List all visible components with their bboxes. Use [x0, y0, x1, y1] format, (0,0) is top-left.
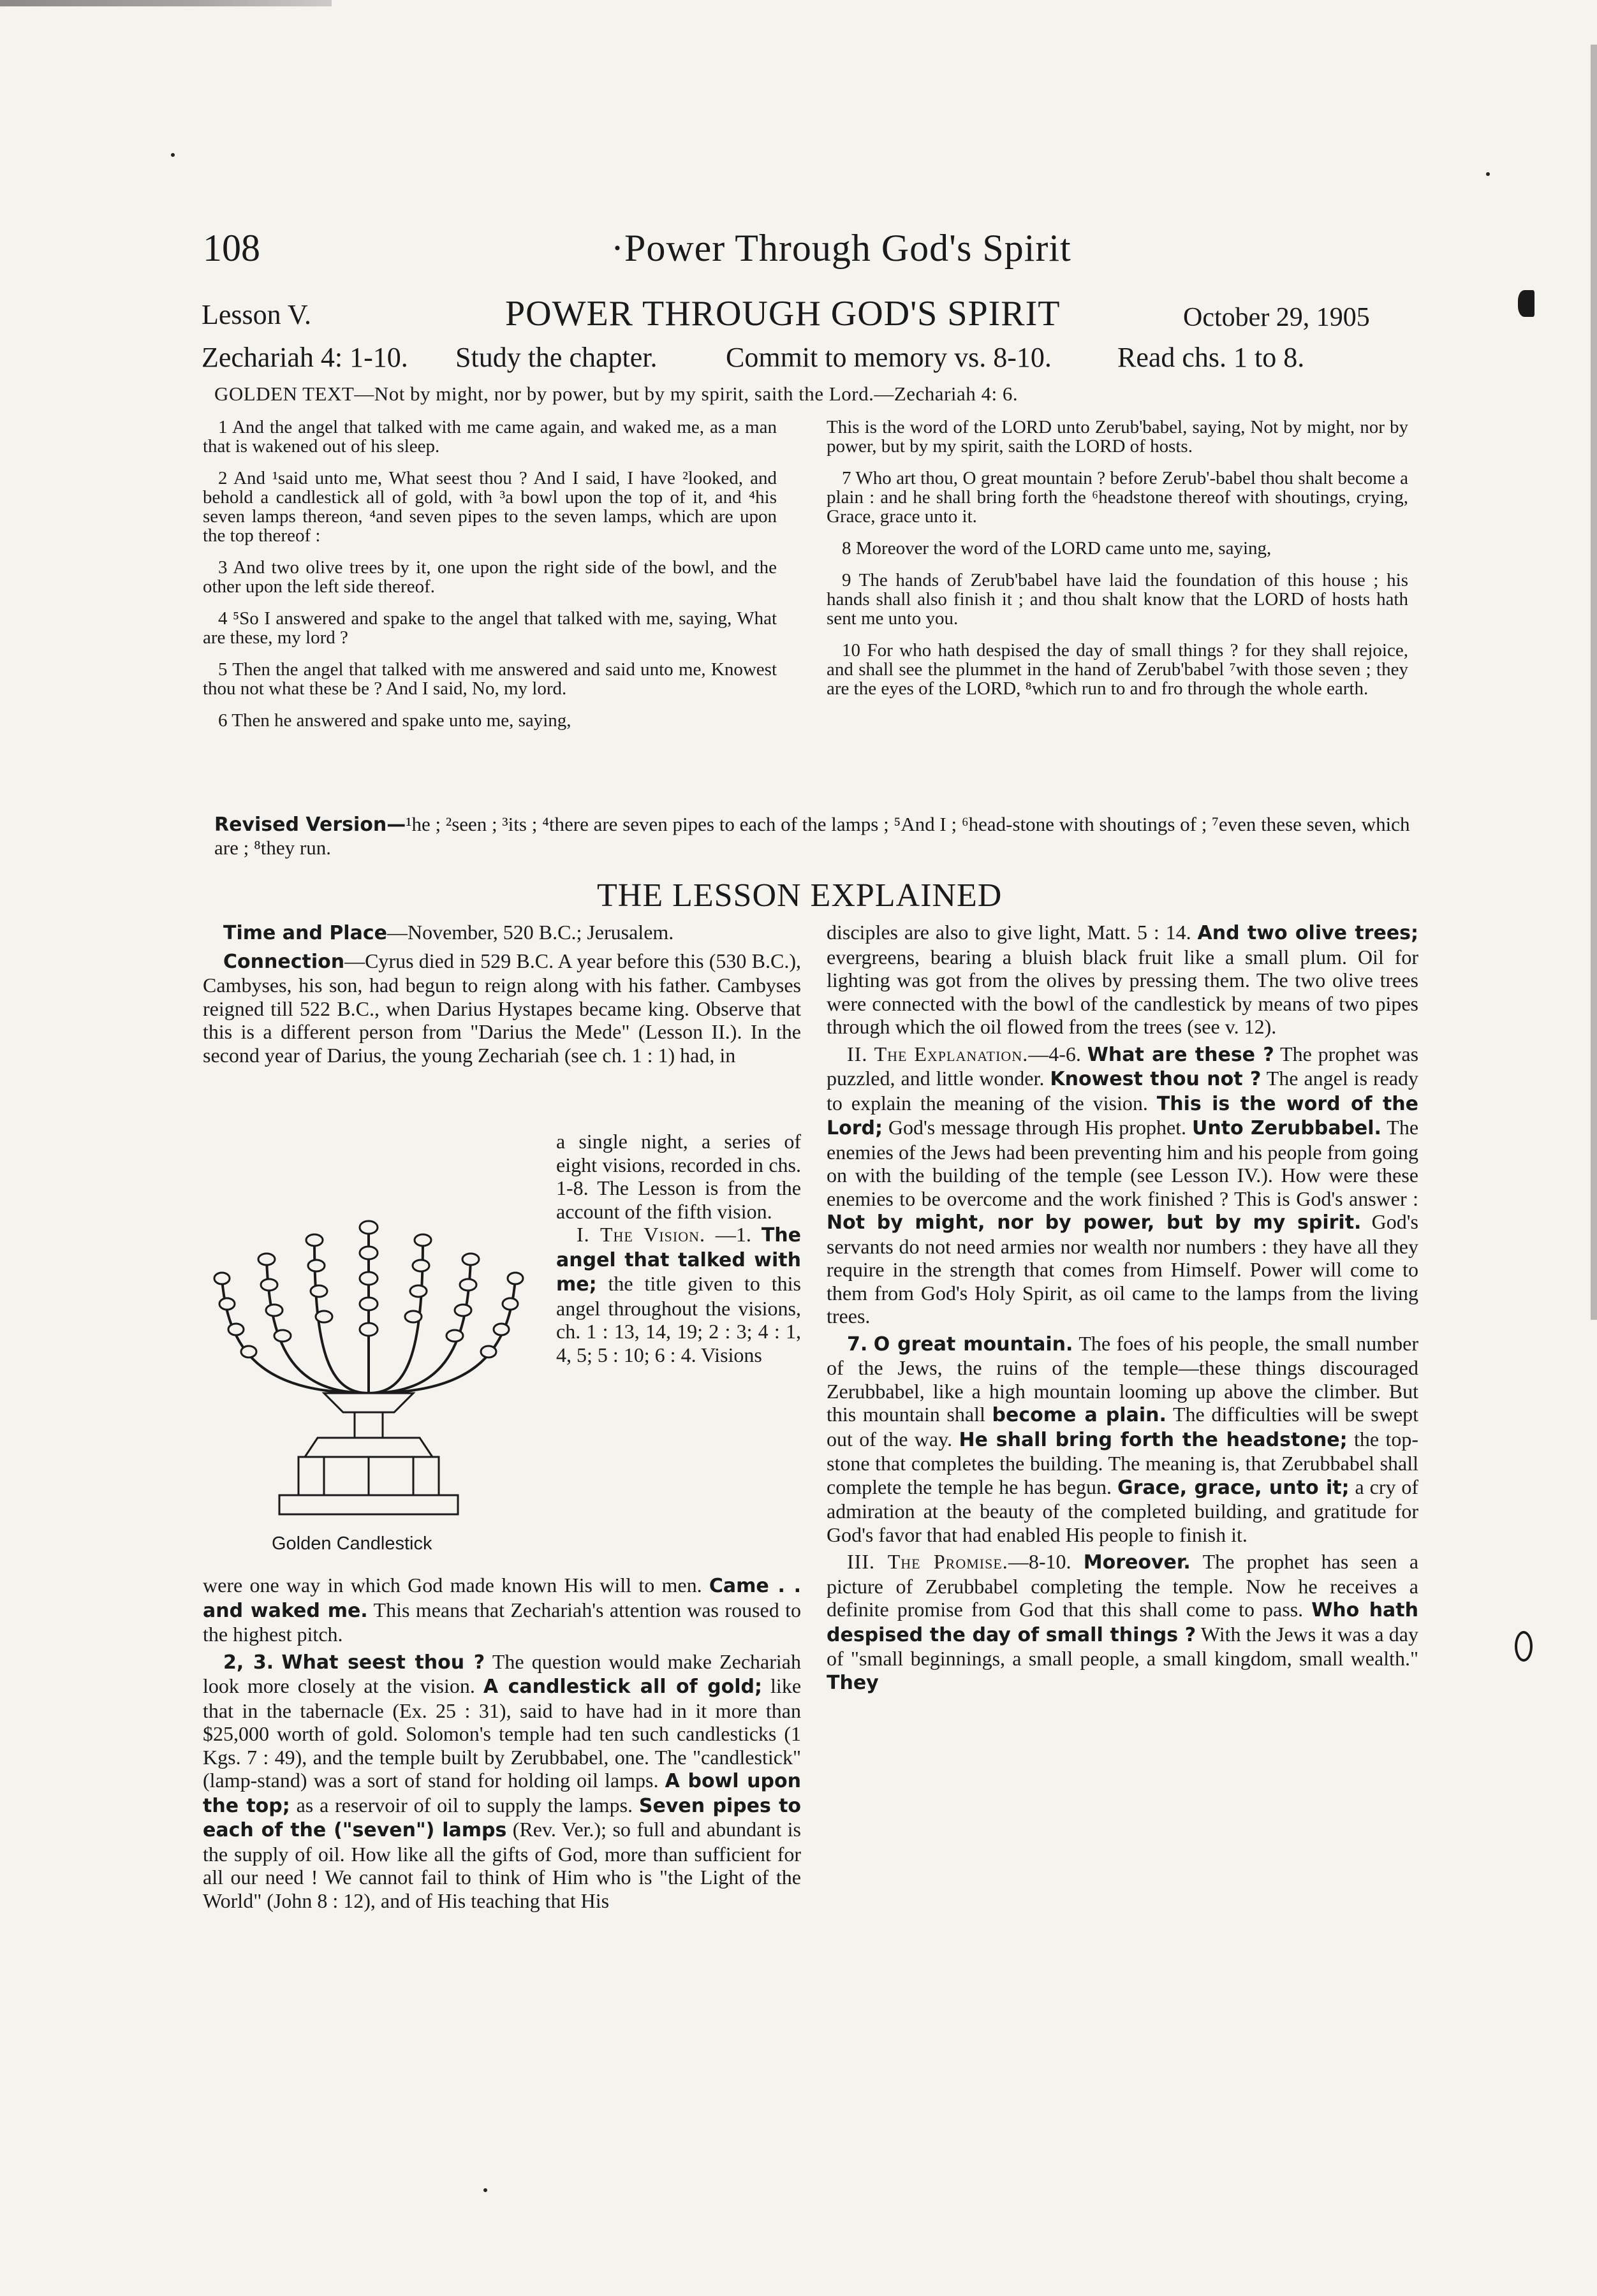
- explanation-paragraph: II. The Explanation.—4-6. What are these ? The prophet was puzzled, and little wonder. Knowest thou not ? The angel is ready to explain the meaning of the vision. This is the word of the Lord; God's message through His prophet. Unto Zerubbabel. The enemies of the Jews had been preventing him and his people from going on with the building of the temple (see Lesson IV.). How were these enemies to be overcome and the work finished ? This is God's answer : Not by might, nor by power, but by my spirit. God's servants do not need armies nor wealth nor numbers : they have all they require in the strength that comes from Himself. Power will come to them from God's Holy Spirit, as oil came to the lamps from the living trees.: [827, 1042, 1419, 1327]
- candlestick-illustration: [203, 1202, 534, 1521]
- verse: 5 Then the angel that talked with me answered and said unto me, Knowest thou not what these be ? And I said, No, my lord.: [203, 659, 777, 699]
- vision-paragraph: I. The Vision. —1. The angel that talked with me; the title given to this angel throughout the visions, ch. 1 : 13, 14, 19; 2 : 3; 4 : 1, 4, 5; 5 : 10; 6 : 4. Visions: [556, 1223, 802, 1366]
- verse: 8 Moreover the word of the LORD came unto me, saying,: [842, 538, 1272, 559]
- golden-text: GOLDEN TEXT—Not by might, nor by power, but by my spirit, saith the Lord.—Zechariah 4: 6.: [214, 383, 1019, 405]
- what-seest-paragraph: 2, 3. What seest thou ? The question would make Zechariah look more closely at the vision. A candlestick all of gold; like that in the tabernacle (Ex. 25 : 31), said to have had in it more than $25,000 worth of gold. Solomon's temple had ten such candlesticks (1 Kgs. 7 : 49), and the temple built by Zerubbabel, one. The "candlestick" (lamp-stand) was a sort of stand for holding oil lamps. A bowl upon the top; as a reservoir of oil to supply the lamps. Seven pipes to each of the ("seven") lamps (Rev. Ver.); so full and abundant is the supply of oil. How like all the gifts of God, more than sufficient for all our need ! We cannot fail to think of Him who is "the Light of the World" (John 8 : 12), and of His teaching that His: [203, 1649, 802, 1912]
- memory-note: Commit to memory vs. 8-10.: [726, 342, 1052, 373]
- commentary-left-top: [203, 921, 801, 1071]
- vision-paragraph-cont: were one way in which God made known His will to men. Came . . and waked me. This means that Zechariah's attention was roused to the highest pitch.: [203, 1574, 802, 1646]
- verse: 1 And the angel that talked with me came again, and waked me, as a man that is wakened out of his sleep.: [203, 417, 777, 457]
- revised-text: ¹he ; ²seen ; ³its ; ⁴there are seven pipes to each of the lamps ; ⁵And I ; ⁶head-stone with shoutings of ; ⁷even these seven, which are ; ⁸they run.: [214, 813, 1410, 859]
- verse: 4 ⁵So I answered and spake to the angel that talked with me, saying, What are these, my lord ?: [203, 608, 777, 648]
- verse: 10 For who hath despised the day of small things ? for they shall rejoice, and shall see the plummet in the hand of Zerub'babel ⁷with those seven ; they are the eyes of the LORD, ⁸which run to and fro through the whole earth.: [827, 640, 1408, 699]
- page-number: 108: [203, 227, 260, 269]
- lesson-date: October 29, 1905: [1183, 303, 1370, 332]
- margin-ink-mark: [1518, 290, 1534, 317]
- verse: 7 Who art thou, O great mountain ? before Zerub'-babel thou shalt become a plain : and he shall bring forth the ⁶headstone thereof with shoutings, crying, Grace, grace unto it.: [827, 468, 1408, 527]
- great-mountain-paragraph: 7. O great mountain. The foes of his people, the small number of the Jews, the ruins of the temple—these things discouraged Zerubbabel, like a high mountain looming up above the climber. But this mountain shall become a plain. The difficulties will be swept out of the way. He shall bring forth the headstone; the top-stone that completes the building. The meaning is, that Zerubbabel shall complete the temple he has begun. Grace, grace, unto it; a cry of admiration at the beauty of the completed building, and gratitude for God's favor that had enabled His people to finish it.: [827, 1331, 1419, 1546]
- figure-caption: Golden Candlestick: [272, 1533, 432, 1554]
- commentary-left-bottom: [203, 1574, 801, 1916]
- scan-speck: [171, 153, 175, 157]
- read-note: Read chs. 1 to 8.: [1117, 342, 1305, 373]
- verse: 6 Then he answered and spake unto me, saying,: [218, 710, 571, 731]
- verse: 3 And two olive trees by it, one upon the right side of the bowl, and the other upon the left side thereof.: [203, 557, 777, 597]
- section-title: THE LESSON EXPLAINED: [597, 877, 1003, 914]
- lesson-number: Lesson V.: [202, 299, 311, 330]
- scripture-right-column: [827, 418, 1408, 711]
- running-title: ·Power Through God's Spirit: [611, 227, 1071, 269]
- scan-edge-top: [0, 0, 332, 6]
- scripture-reference: Zechariah 4: 1-10.: [202, 342, 408, 373]
- study-note: Study the chapter.: [455, 342, 658, 373]
- scan-edge-right: [1591, 45, 1597, 1320]
- vision-intro: a single night, a series of eight visions, recorded in chs. 1-8. The Lesson is from the account of the fifth vision.: [556, 1130, 801, 1223]
- time-and-place: Time and Place—November, 520 B.C.; Jerusalem.: [223, 921, 674, 944]
- scan-speck: [483, 2188, 487, 2192]
- connection: Connection—Cyrus died in 529 B.C. A year before this (530 B.C.), Cambyses, his son, had begun to reign along with his father. Cambyses reigned till 522 B.C., when Darius Hystapes became king. Observe that this is a different person from "Darius the Mede" (Lesson II.). In the second year of Darius, the young Zechariah (see ch. 1 : 1) had, in: [203, 949, 801, 1067]
- olive-trees-paragraph: disciples are also to give light, Matt. 5 : 14. And two olive trees; evergreens, bearing a bluish black fruit like a small plum. Oil for lighting was got from the olives by pressing them. The two olive trees were connected with the bowl of the candlestick by means of two pipes through which the oil flowed from the trees (see v. 12).: [827, 921, 1419, 1038]
- verse: 2 And ¹said unto me, What seest thou ? And I said, I have ²looked, and behold a candlestick all of gold, with ³a bowl upon the top of it, and ⁴his seven lamps thereon, ⁴and seven pipes to the seven lamps, which are upon the top thereof :: [203, 468, 777, 546]
- commentary-right: [827, 921, 1418, 1699]
- verse: 9 The hands of Zerub'babel have laid the foundation of this house ; his hands shall also finish it ; and thou shalt know that the LORD of hosts hath sent me unto you.: [827, 570, 1408, 629]
- commentary-left-wrap: [556, 1130, 801, 1366]
- margin-ink-mark: [1515, 1631, 1533, 1662]
- verse: This is the word of the LORD unto Zerub'babel, saying, Not by might, nor by power, but by my spirit, saith the LORD of hosts.: [827, 417, 1408, 457]
- scan-speck: [1486, 172, 1490, 176]
- promise-paragraph: III. The Promise.—8-10. Moreover. The prophet has seen a picture of Zerubbabel completing the temple. Now he receives a definite promise from God that this shall come to pass. Who hath despised the day of small things ? With the Jews it was a day of "small beginnings, a small people, a small kingdom, small wealth." They: [827, 1550, 1419, 1694]
- lesson-title: POWER THROUGH GOD'S SPIRIT: [505, 294, 1061, 333]
- revised-version-note: [214, 813, 1413, 859]
- revised-label: Revised Version—: [214, 814, 406, 836]
- scripture-left-column: [203, 418, 777, 743]
